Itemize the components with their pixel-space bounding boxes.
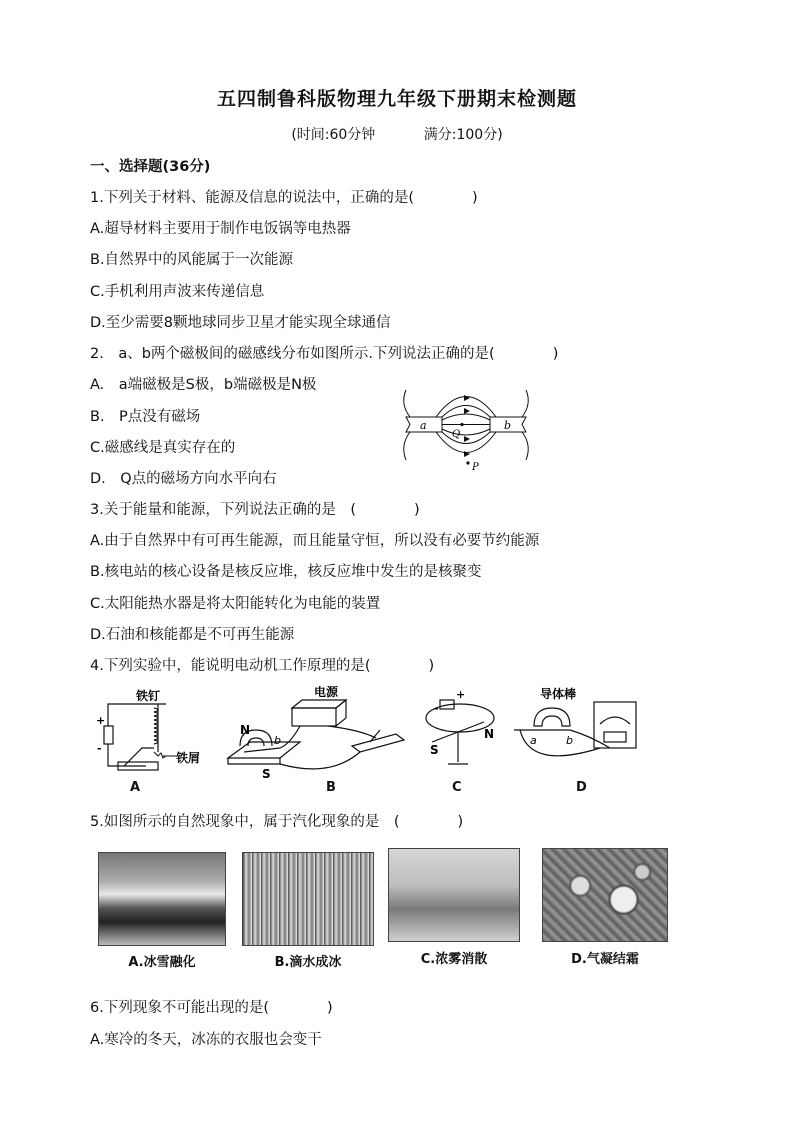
rod-b-label: b xyxy=(274,734,281,747)
q2-option-c: C.磁感线是真实存在的 xyxy=(90,440,236,456)
battery-plus-label: + xyxy=(96,714,106,727)
q3-option-c: C.太阳能热水器是将太阳能转化为电能的装置 xyxy=(90,596,381,612)
magnet-s-label: S xyxy=(262,767,271,781)
q2-option-a: A. a端磁极是S极，b端磁极是N极 xyxy=(90,377,317,393)
pole-b-label: b xyxy=(504,419,512,432)
battery-minus-label: - xyxy=(97,742,102,755)
photo-icicles xyxy=(242,852,374,946)
power-source-label: 电源 xyxy=(314,686,339,699)
exam-info xyxy=(0,124,794,144)
battery-c-minus: - xyxy=(434,702,439,715)
rod-d-a-label: a xyxy=(530,734,537,747)
photo-d-caption: D.气凝结霜 xyxy=(571,952,639,967)
photo-b-caption: B.滴水成冰 xyxy=(274,955,342,970)
q1-option-d: D.至少需要8颗地球同步卫星才能实现全球通信 xyxy=(90,315,391,331)
experiment-d-figure xyxy=(510,686,650,782)
q1-option-a: A.超导材料主要用于制作电饭锅等电热器 xyxy=(90,221,351,237)
photo-fog xyxy=(388,848,520,942)
q6-option-a: A.寒冷的冬天，冰冻的衣服也会变干 xyxy=(90,1032,322,1048)
exam-time: (时间:60分钟 xyxy=(291,127,376,143)
experiment-c-caption: C xyxy=(452,780,462,795)
rod-d-b-label: b xyxy=(566,734,573,747)
q6-stem: 6.下列现象不可能出现的是( ) xyxy=(90,1000,333,1016)
iron-filings-label: 铁屑 xyxy=(176,751,201,765)
q3-option-a: A.由于自然界中有可再生能源，而且能量守恒，所以没有必要节约能源 xyxy=(90,533,540,549)
experiment-d-caption: D xyxy=(576,780,587,795)
photo-a-caption: A.冰雪融化 xyxy=(128,955,196,970)
q3-option-b: B.核电站的核心设备是核反应堆，核反应堆中发生的是核聚变 xyxy=(90,564,482,580)
needle-s-label: S xyxy=(430,743,439,757)
photo-frost xyxy=(542,848,668,942)
pole-a-label: a xyxy=(420,419,427,432)
exam-score: 满分:100分) xyxy=(423,127,503,143)
experiment-c-figure xyxy=(418,686,508,782)
photo-ice-melting xyxy=(98,852,226,946)
experiment-b-figure xyxy=(220,686,410,782)
q4-stem: 4.下列实验中，能说明电动机工作原理的是( ) xyxy=(90,658,435,674)
point-p-label: P xyxy=(472,462,479,473)
magnet-n-label: N xyxy=(240,723,251,737)
q2-option-b: B. P点没有磁场 xyxy=(90,409,201,425)
needle-n-label: N xyxy=(484,727,495,741)
point-q-label: Q xyxy=(452,429,461,440)
section-heading: 一、选择题(36分) xyxy=(90,159,211,175)
experiment-a-figure xyxy=(96,686,216,782)
q3-option-d: D.石油和核能都是不可再生能源 xyxy=(90,627,295,643)
q1-option-b: B.自然界中的风能属于一次能源 xyxy=(90,252,294,268)
q1-stem: 1.下列关于材料、能源及信息的说法中，正确的是( ) xyxy=(90,190,478,206)
q5-stem: 5.如图所示的自然现象中，属于汽化现象的是 ( ) xyxy=(90,814,464,830)
magnetic-field-figure xyxy=(396,380,536,475)
q3-stem: 3.关于能量和能源，下列说法正确的是 ( ) xyxy=(90,502,420,518)
q2-stem: 2. a、b两个磁极间的磁感线分布如图所示.下列说法正确的是( ) xyxy=(90,346,559,362)
page-title: 五四制鲁科版物理九年级下册期末检测题 xyxy=(216,88,577,110)
iron-nail-label: 铁钉 xyxy=(136,689,161,703)
q1-option-c: C.手机利用声波来传递信息 xyxy=(90,284,265,300)
experiment-b-caption: B xyxy=(326,780,336,795)
battery-c-plus: + xyxy=(456,688,466,701)
experiment-a-caption: A xyxy=(130,780,141,795)
conductor-rod-label: 导体棒 xyxy=(540,687,577,701)
q2-option-d: D. Q点的磁场方向水平向右 xyxy=(90,471,277,487)
photo-c-caption: C.浓雾消散 xyxy=(420,952,488,967)
